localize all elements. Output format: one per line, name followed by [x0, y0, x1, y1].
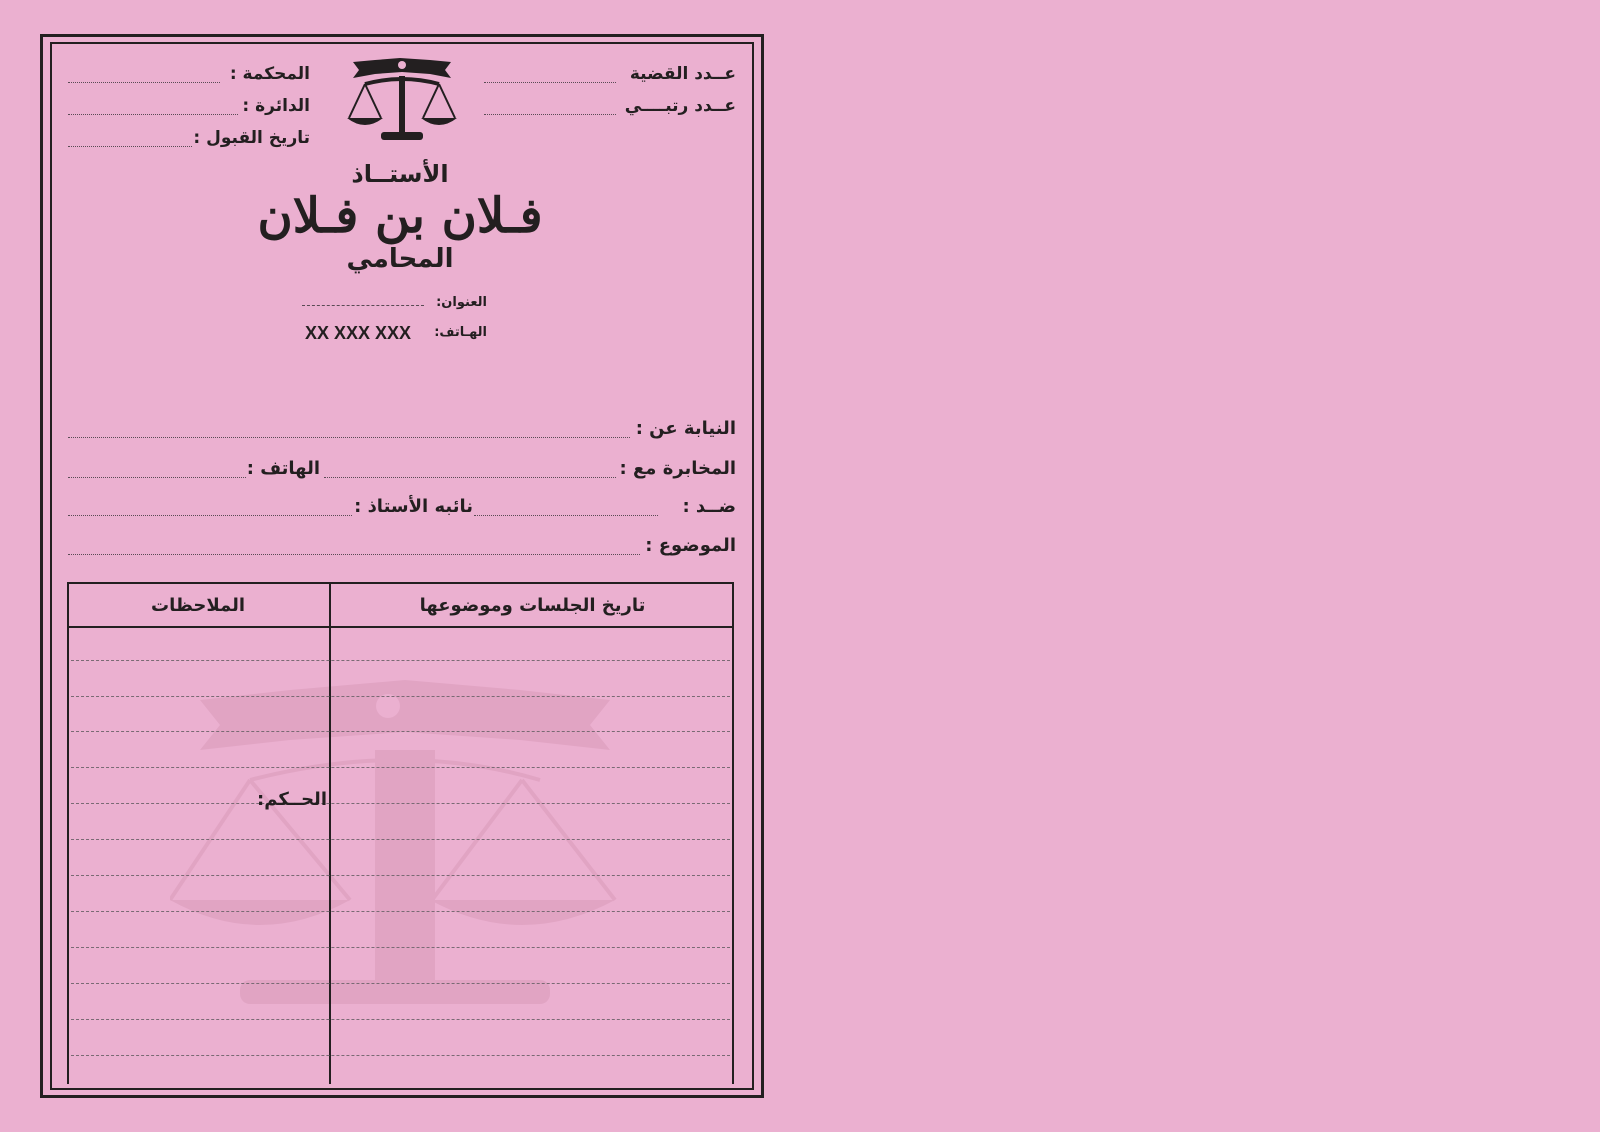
court-label: المحكمة : — [229, 64, 310, 84]
lawyer-name: فـلان بن فـلان — [257, 188, 543, 244]
verdict-label: الحــكم: — [257, 789, 327, 810]
table-row[interactable] — [71, 947, 730, 948]
lawyer-phone-value: XX XXX XXX — [305, 323, 412, 343]
table-row[interactable] — [71, 660, 730, 661]
col-notes-header: الملاحظات — [150, 595, 246, 616]
subject-label: الموضوع : — [645, 535, 736, 556]
scales-of-justice-icon — [345, 52, 460, 148]
table-row[interactable] — [71, 696, 730, 697]
table-row[interactable] — [71, 767, 730, 768]
court-field[interactable] — [68, 82, 220, 83]
correspondence-label: المخابرة مع : — [619, 458, 736, 479]
deputy-field[interactable] — [68, 515, 352, 516]
address-label: العنوان: — [436, 295, 487, 310]
phone-field[interactable] — [68, 477, 246, 478]
lawyer-profession: المحامي — [346, 244, 454, 274]
serial-number-field[interactable] — [484, 114, 616, 115]
sessions-table — [67, 582, 734, 1084]
subject-field[interactable] — [68, 554, 640, 555]
circuit-label: الدائرة : — [242, 96, 310, 116]
acceptance-date-label: تاريخ القبول : — [193, 128, 310, 148]
representation-field[interactable] — [68, 437, 630, 438]
address-field[interactable] — [302, 305, 424, 306]
lawyer-title-prefix: الأستــاذ — [351, 160, 449, 188]
case-number-label: عــدد القضية — [629, 64, 736, 84]
against-field[interactable] — [474, 515, 658, 516]
table-row[interactable] — [71, 875, 730, 876]
lawyer-phone-label: الهـاتف: — [434, 325, 487, 340]
serial-number-label: عــدد رتبــــي — [624, 96, 736, 116]
table-row[interactable] — [71, 911, 730, 912]
deputy-label: نائبه الأستاذ : — [354, 496, 473, 517]
table-row[interactable] — [71, 1055, 730, 1056]
against-label: ضــد : — [682, 496, 736, 517]
acceptance-date-field[interactable] — [68, 146, 192, 147]
col-sessions-header: تاريخ الجلسات وموضوعها — [419, 595, 646, 616]
table-row[interactable] — [71, 983, 730, 984]
table-row[interactable] — [71, 839, 730, 840]
case-number-field[interactable] — [484, 82, 616, 83]
circuit-field[interactable] — [68, 114, 238, 115]
table-column-divider — [329, 582, 331, 1084]
table-row[interactable] — [71, 731, 730, 732]
table-row[interactable] — [71, 803, 730, 804]
correspondence-field[interactable] — [324, 477, 616, 478]
phone-label: الهاتف : — [246, 458, 320, 479]
table-header-separator — [67, 626, 734, 628]
representation-label: النيابة عن : — [635, 418, 736, 439]
table-row[interactable] — [71, 1019, 730, 1020]
